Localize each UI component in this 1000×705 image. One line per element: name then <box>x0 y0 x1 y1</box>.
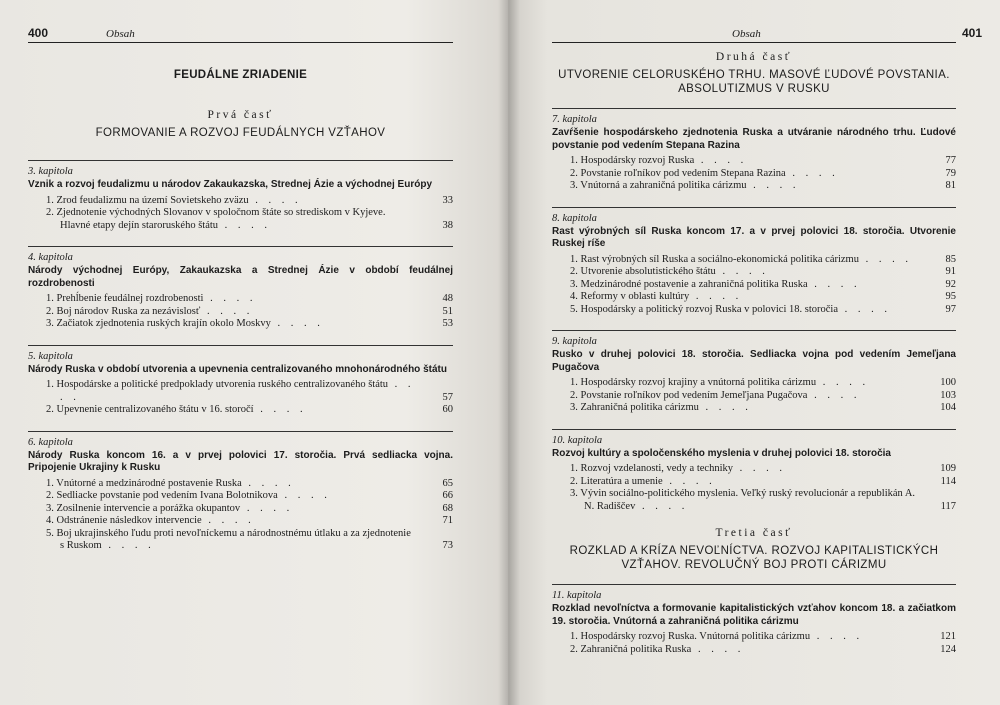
toc-entry <box>552 631 956 644</box>
leader-dots: . . . . <box>218 219 272 231</box>
chapter-title: Národy Ruska v období utvorenia a upevnenia centralizovaného mnohonárodného štátu <box>28 363 447 375</box>
toc-entry <box>552 488 956 513</box>
toc-page-number: 57 <box>442 391 453 403</box>
leader-dots: . . . . <box>746 180 800 191</box>
toc-entry <box>28 306 453 319</box>
leader-dots: . . . . <box>60 379 415 403</box>
leader-dots: . . . . <box>689 291 743 302</box>
chapter-label: 4. kapitola <box>28 252 73 263</box>
part-label: Prvá časť <box>207 109 274 121</box>
toc-page-number: 104 <box>940 402 956 413</box>
leader-dots: . . . . <box>277 490 331 501</box>
leader-dots: . . . . <box>715 266 769 277</box>
right-running-head-title: Obsah <box>732 28 761 40</box>
toc-page-number: 117 <box>940 500 956 512</box>
toc-entry-text: 1. Prehĺbenie feudálnej rozdrobenosti <box>46 293 204 304</box>
left-running-head-title: Obsah <box>106 28 135 40</box>
toc-entry <box>28 207 453 232</box>
chapter-label: 7. kapitola <box>552 114 597 125</box>
leader-dots: . . . . <box>635 500 689 512</box>
chapter-title: Zavŕšenie hospodárskeho zjednotenia Ruska a utváranie národného trhu. Ľudové povstanie pod vedením Stepana Razina <box>552 127 956 151</box>
chapter-title: Národy východnej Európy, Zakaukazska a Strednej Ázie v období feudálnej rozdrobenosti <box>28 265 453 289</box>
toc-page-number: 68 <box>442 502 453 514</box>
toc-entry-text: 2. Zahraničná politika Ruska <box>570 643 692 655</box>
leader-dots: . . . . <box>694 155 748 166</box>
toc-entry <box>552 402 956 415</box>
chapter-entry <box>552 429 956 514</box>
chapter-title: Rozklad nevoľníctva a formovanie kapitalistických vzťahov koncom 18. a začiatkom 19. storočia. Vnútorná a zahraničná politika cárizmu <box>552 603 956 627</box>
chapter-label: 9. kapitola <box>552 336 597 347</box>
chapter-entry <box>552 207 956 317</box>
toc-entry-text: 5. Boj ukrajinského ľudu proti nevoľníckemu a národnostnému útlaku a za zjednotenie s Ruskom <box>46 527 411 551</box>
toc-entry <box>28 503 453 516</box>
chapter-separator <box>552 429 956 430</box>
toc-page-number: 60 <box>442 404 453 415</box>
chapter-title: Rusko v druhej polovici 18. storočia. Sedliacka vojna pod vedením Jemeľjana Pugačova <box>552 349 956 373</box>
toc-page-number: 85 <box>945 253 956 265</box>
chapter-label: 8. kapitola <box>552 212 597 224</box>
toc-entry <box>28 318 453 331</box>
toc-page-number: 97 <box>945 303 956 315</box>
toc-entry <box>552 180 956 193</box>
leader-dots: . . . . <box>270 318 324 329</box>
toc-entry <box>552 476 956 489</box>
toc-entry-text: 4. Odstránenie následkov intervencie <box>46 515 202 526</box>
toc-page-number: 48 <box>442 293 453 304</box>
toc-page-number: 91 <box>945 266 956 277</box>
toc-entry-text: 1. Zrod feudalizmu na území Sovietskeho zväzu <box>46 194 249 206</box>
toc-page-number: 65 <box>442 477 453 489</box>
toc-entry-text: 1. Hospodársky rozvoj krajiny a vnútorná politika cárizmu <box>570 377 817 388</box>
leader-dots: . . . . <box>698 402 752 413</box>
toc-entry <box>552 168 956 181</box>
book-gutter-shadow <box>498 0 520 705</box>
toc-entry <box>552 254 956 267</box>
chapter-separator <box>28 345 453 346</box>
chapter-separator <box>552 584 956 585</box>
section-title: FEUDÁLNE ZRIADENIE <box>173 69 308 81</box>
leader-dots: . . . . <box>785 167 839 179</box>
toc-entry <box>28 379 453 404</box>
toc-entry <box>552 279 956 292</box>
leader-dots: . . . . <box>807 389 861 401</box>
toc-page-number: 92 <box>945 278 956 290</box>
toc-entry-text: 1. Hospodársky rozvoj Ruska. Vnútorná politika cárizmu <box>570 631 811 642</box>
leader-dots: . . . . <box>691 643 745 655</box>
chapter-entry <box>28 345 453 417</box>
left-chapter-list <box>28 160 453 553</box>
leader-dots: . . . . <box>240 502 294 514</box>
toc-page-number: 109 <box>940 463 956 474</box>
toc-entry-text: 1. Hospodársky rozvoj Ruska <box>570 155 695 166</box>
toc-page-number: 71 <box>442 515 453 526</box>
toc-entry-text: 2. Boj národov Ruska za nezávislosť <box>46 305 201 317</box>
chapter-entry <box>28 246 453 331</box>
toc-entry-text: 1. Rast výrobných síl Ruska a sociálno-ekonomická politika cárizmu <box>570 253 859 265</box>
part2-theme: UTVORENIE CELORUSKÉHO TRHU. MASOVÉ ĽUDOVÉ POVSTANIA. ABSOLUTIZMUS V RUSKU <box>558 69 950 95</box>
leader-dots: . . . . <box>858 253 912 265</box>
chapter-entry <box>552 108 956 193</box>
leader-dots: . . . . <box>253 404 307 415</box>
left-running-header <box>28 12 453 43</box>
toc-page-number: 95 <box>945 291 956 302</box>
right-chapter-list <box>552 108 956 513</box>
toc-entry <box>552 291 956 304</box>
chapter-entry <box>28 160 453 232</box>
toc-page-number: 38 <box>442 219 453 231</box>
chapter-label: 3. kapitola <box>28 166 73 177</box>
leader-dots: . . . . <box>241 477 295 489</box>
part-theme: FORMOVANIE A ROZVOJ FEUDÁLNYCH VZŤAHOV <box>95 127 386 139</box>
toc-entry <box>28 404 453 417</box>
toc-entry <box>552 304 956 317</box>
toc-entry-text: 3. Zosilnenie intervencie a porážka okupantov <box>46 502 241 514</box>
chapter-separator <box>552 207 956 208</box>
toc-page-number: 103 <box>940 389 956 401</box>
toc-entry-text: 2. Zjednotenie východných Slovanov v spoločnom štáte so strediskom v Kyjeve. Hlavné etapy dejín staroruského štátu <box>46 207 386 231</box>
toc-entry <box>552 390 956 403</box>
leader-dots: . . . . <box>248 194 302 206</box>
leader-dots: . . . . <box>203 293 257 304</box>
toc-page-number: 79 <box>945 167 956 179</box>
leader-dots: . . . . <box>810 631 864 642</box>
right-page-number: 401 <box>961 26 982 40</box>
toc-entry-text: 3. Vnútorná a zahraničná politika cárizmu <box>570 180 747 191</box>
toc-page-number: 53 <box>442 318 453 329</box>
leader-dots: . . . . <box>807 278 861 290</box>
toc-entry <box>552 155 956 168</box>
toc-entry <box>28 478 453 491</box>
toc-entry <box>28 515 453 528</box>
toc-page-number: 114 <box>940 475 956 487</box>
toc-entry-text: 2. Literatúra a umenie <box>570 475 663 487</box>
toc-page-number: 51 <box>442 305 453 317</box>
leader-dots: . . . . <box>101 540 155 551</box>
toc-entry-text: 3. Zahraničná politika cárizmu <box>570 402 699 413</box>
toc-entry <box>28 195 453 208</box>
toc-entry-text: 2. Utvorenie absolutistického štátu <box>570 266 716 277</box>
toc-entry-text: 4. Reformy v oblasti kultúry <box>570 291 690 302</box>
toc-entry-text: 3. Vývin sociálno-politického myslenia. Veľký ruský revolucionár a republikán A. N. Radiščev <box>570 488 916 512</box>
leader-dots: . . . . <box>662 475 716 487</box>
chapter-title: Rast výrobných síl Ruska koncom 17. a v prvej polovici 18. storočia. Utvorenie Ruskej ríše <box>552 225 956 249</box>
toc-entry <box>552 463 956 476</box>
chapter-title: Rozvoj kultúry a spoločenského myslenia v druhej polovici 18. storočia <box>552 447 891 459</box>
toc-entry-text: 2. Povstanie roľníkov pod vedením Stepana Razina <box>570 167 786 179</box>
toc-page-number: 77 <box>945 155 956 166</box>
leader-dots: . . . . <box>733 463 787 474</box>
chapter-separator <box>28 431 453 432</box>
leader-dots: . . . . <box>200 305 254 317</box>
toc-page-number: 124 <box>940 643 956 655</box>
chapter-title: Národy Ruska koncom 16. a v prvej polovici 17. storočia. Prvá sedliacka vojna. Pripojenie Ukrajiny k Rusku <box>28 449 453 473</box>
chapter-label: 11. kapitola <box>552 590 602 601</box>
toc-entry-text: 1. Rozvoj vzdelanosti, vedy a techniky <box>570 463 734 474</box>
toc-entry-text: 5. Hospodársky a politický rozvoj Ruska v polovici 18. storočia <box>570 303 839 315</box>
toc-page-number: 100 <box>940 377 956 388</box>
chapter-separator <box>28 160 453 161</box>
part3-label: Tretia časť <box>715 527 793 539</box>
toc-entry-text: 2. Sedliacke povstanie pod vedením Ivana Bolotnikova <box>46 490 278 501</box>
chapter-entry <box>552 584 956 656</box>
right-running-header <box>552 12 982 43</box>
toc-entry <box>552 266 956 279</box>
toc-entry-text: 2. Povstanie roľníkov pod vedením Jemeľjana Pugačova <box>570 389 808 401</box>
toc-entry <box>28 528 453 553</box>
toc-entry-text: 3. Medzinárodné postavenie a zahraničná politika Ruska <box>570 278 808 290</box>
toc-entry <box>28 490 453 503</box>
leader-dots: . . . . <box>816 377 870 388</box>
toc-page-number: 66 <box>442 490 453 501</box>
toc-entry-text: 3. Začiatok zjednotenia ruských krajín okolo Moskvy <box>46 318 271 329</box>
toc-page-number: 33 <box>442 194 453 206</box>
left-page-number: 400 <box>28 26 49 40</box>
toc-page-number: 73 <box>442 540 453 551</box>
chapter-separator <box>552 108 956 109</box>
toc-entry <box>552 377 956 390</box>
right-chapter-list-part3 <box>552 584 956 656</box>
chapter-separator <box>28 246 453 247</box>
toc-entry-text: 1. Hospodárske a politické predpoklady utvorenia ruského centralizovaného štátu <box>46 379 389 390</box>
chapter-separator <box>552 330 956 331</box>
toc-entry-text: 1. Vnútorné a medzinárodné postavenie Ruska <box>46 477 242 489</box>
chapter-entry <box>552 330 956 415</box>
leader-dots: . . . . <box>201 515 255 526</box>
toc-page-number: 81 <box>945 180 956 191</box>
toc-entry <box>552 644 956 657</box>
chapter-title: Vznik a rozvoj feudalizmu u národov Zakaukazska, Strednej Ázie a východnej Európy <box>28 179 432 190</box>
toc-entry <box>28 293 453 306</box>
chapter-label: 5. kapitola <box>28 350 73 362</box>
part2-label: Druhá časť <box>715 51 793 63</box>
right-page <box>508 0 1000 705</box>
toc-entry-text: 2. Upevnenie centralizovaného štátu v 16. storočí <box>46 404 254 415</box>
chapter-label: 6. kapitola <box>28 436 73 448</box>
chapter-entry <box>28 431 453 553</box>
part3-theme: ROZKLAD A KRÍZA NEVOĽNÍCTVA. ROZVOJ KAPITALISTICKÝCH VZŤAHOV. REVOLUČNÝ BOJ PROTI CÁRIZMU <box>569 545 939 571</box>
leader-dots: . . . . <box>838 303 892 315</box>
chapter-label: 10. kapitola <box>552 434 603 446</box>
toc-page-number: 121 <box>940 631 956 642</box>
